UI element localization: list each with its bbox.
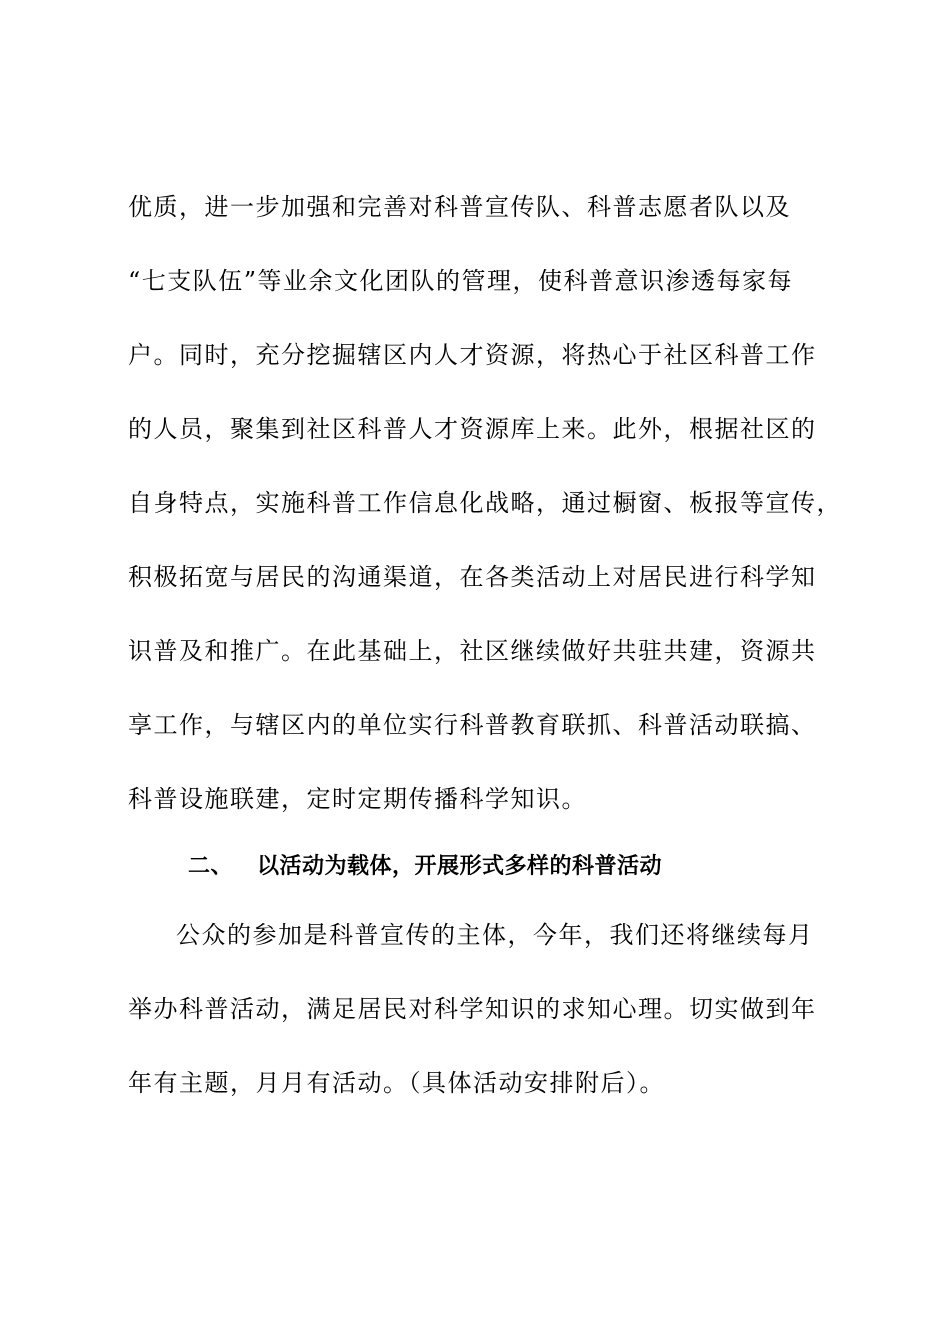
paragraph-line: 识普及和推广。在此基础上，社区继续做好共驻共建，资源共	[128, 637, 817, 665]
paragraph-line: 自身特点，实施科普工作信息化战略，通过橱窗、板报等宣传，	[128, 489, 842, 517]
paragraph-line: 优质，进一步加强和完善对科普宣传队、科普志愿者队以及	[128, 193, 791, 221]
paragraph-line: 积极拓宽与居民的沟通渠道，在各类活动上对居民进行科学知	[128, 563, 817, 591]
paragraph-line: 科普设施联建，定时定期传播科学知识。	[128, 785, 587, 813]
section-title: 以活动为载体，开展形式多样的科普活动	[257, 854, 663, 879]
paragraph-line: “七支队伍”等业余文化团队的管理，使科普意识渗透每家每	[128, 267, 794, 295]
paragraph-line: 享工作，与辖区内的单位实行科普教育联抓、科普活动联搞、	[128, 711, 817, 739]
paragraph-line: 举办科普活动，满足居民对科学知识的求知心理。切实做到年	[128, 995, 817, 1023]
section-number: 二、	[188, 854, 234, 879]
paragraph-line: 年有主题，月月有活动。（具体活动安排附后）。	[128, 1069, 665, 1097]
paragraph-line: 公众的参加是科普宣传的主体，今年，我们还将继续每月	[176, 921, 814, 949]
section-heading	[188, 852, 662, 882]
paragraph-line: 的人员，聚集到社区科普人才资源库上来。此外，根据社区的	[128, 415, 817, 443]
paragraph-line: 户。同时，充分挖掘辖区内人才资源，将热心于社区科普工作	[128, 341, 817, 369]
